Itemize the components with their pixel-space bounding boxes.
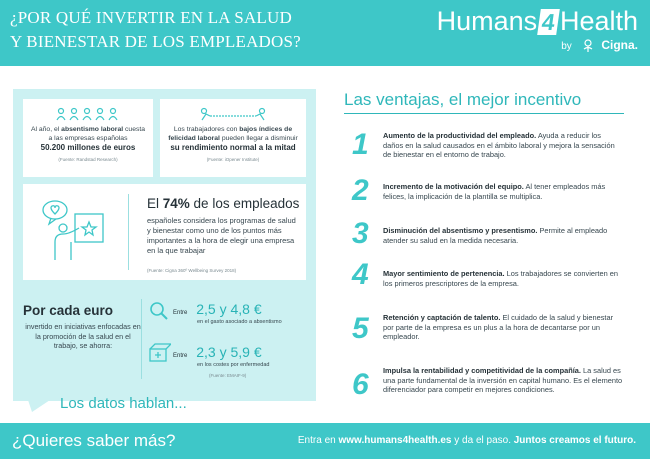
advantage-item-3: Disminución del absentismo y presentismo. Permite al empleado atender su salud en la medida necesaria.	[383, 226, 608, 245]
stats-panel	[13, 89, 316, 401]
range-absentismo-sub: en el gasto asociado a absentismo	[197, 319, 282, 325]
advantage-number-1: 1	[352, 128, 369, 161]
magnifier-icon	[149, 301, 169, 321]
stat-box-rendimiento	[160, 99, 306, 177]
absentismo-source: (Fuente: Randstad Research)	[58, 157, 118, 162]
advantage-number-6: 6	[352, 368, 369, 401]
people-icon	[55, 107, 121, 121]
absentismo-stat: Al año, el absentismo laboral cuesta a las empresas españolas 50.200 millones de euros (Fuente: Randstad Research)	[30, 126, 146, 162]
percent-title: El 74% de los empleados	[147, 196, 300, 211]
range-enfermedad-sub: en los costes por enfermedad	[197, 362, 270, 368]
datos-hablan: Los datos hablan...	[60, 395, 187, 412]
euro-title: Por cada euro	[23, 303, 114, 318]
percent-body: españoles considera los programas de salud y bienestar como uno de los puntos más importantes a la hora de elegir una empresa en la que trabajar	[147, 216, 296, 255]
rendimiento-source: (Fuente: iOpener Institute)	[206, 157, 260, 162]
cigna-tree-icon	[581, 39, 595, 53]
medicine-box-icon	[147, 341, 171, 363]
tug-of-war-icon	[198, 107, 268, 121]
title-line-1: ¿POR QUÉ INVERTIR EN LA SALUD	[10, 8, 292, 27]
euro-source: (Fuente: EMAIF-9)	[209, 373, 247, 378]
absentismo-amount: 50.200 millones de euros	[40, 143, 136, 152]
advantage-number-4: 4	[352, 258, 369, 291]
euro-divider	[141, 299, 142, 379]
advantage-item-6: Impulsa la rentabilidad y competitividad de la compañía. La salud es una parte fundamental de la inversión en capital humano. Es el elemento diferenciador para competir en mejores condiciones.	[383, 366, 623, 395]
advantage-item-1: Aumento de la productividad del empleado. Ayuda a reducir los daños en la salud causados en el ámbito laboral y mejora la sensación de bienestar en el entorno de trabajo.	[383, 131, 615, 160]
footer-banner	[0, 423, 650, 459]
advantage-item-2: Incremento de la motivación del equipo. Al tener empleados más felices, la implicación de la plantilla se multiplica.	[383, 182, 606, 201]
advantage-number-3: 3	[352, 217, 369, 250]
stat-box-absentismo	[23, 99, 153, 177]
brand-humans: Humans	[436, 6, 538, 36]
footer-link[interactable]: www.humans4health.es	[338, 435, 452, 446]
brand-by: by	[561, 41, 572, 52]
advantage-number-2: 2	[352, 174, 369, 207]
title-line-2: Y BIENESTAR DE LOS EMPLEADOS?	[10, 32, 301, 51]
advantage-item-4: Mayor sentimiento de pertenencia. Los trabajadores se convierten en los primeros prescriptores de la empresa.	[383, 269, 618, 288]
rendimiento-stat: Los trabajadores con bajos índices de felicidad laboral pueden llegar a disminuir su rendimiento normal a la mitad (Fuente: iOpener Institute)	[166, 125, 300, 164]
advantage-item-5: Retención y captación de talento. El cuidado de la salud y bienestar por parte de la empresa es un plus a la hora de decantarse por un empleador.	[383, 313, 614, 342]
brand-health: Health	[559, 6, 638, 36]
page-title	[10, 6, 430, 54]
advantages-rule	[344, 113, 624, 114]
percent-source: (Fuente: Cigna 360º Wellbeing Survey 2018)	[147, 268, 237, 273]
brand-four: 4	[537, 9, 559, 35]
brand-logo	[437, 6, 638, 53]
footer-question: ¿Quieres saber más?	[12, 431, 176, 450]
header-banner	[0, 0, 650, 66]
panel-tail	[28, 400, 50, 412]
rendimiento-amount: su rendimiento normal a la mitad	[170, 143, 296, 152]
advantage-number-5: 5	[352, 312, 369, 345]
euro-body: invertido en iniciativas enfocadas en la promoción de la salud en el trabajo, se ahorra:	[25, 322, 141, 350]
footer-cta: Entra en www.humans4health.es y da el paso. Juntos creamos el futuro.	[297, 435, 636, 446]
percent-divider	[128, 194, 129, 270]
advantages-title: Las ventajas, el mejor incentivo	[344, 90, 582, 109]
employee-heart-icon	[39, 198, 109, 264]
range-absentismo: Entre 2,5 y 4,8 €	[173, 301, 262, 317]
brand-cigna: Cigna.	[601, 38, 638, 52]
range-enfermedad: Entre 2,3 y 5,9 €	[173, 344, 262, 360]
